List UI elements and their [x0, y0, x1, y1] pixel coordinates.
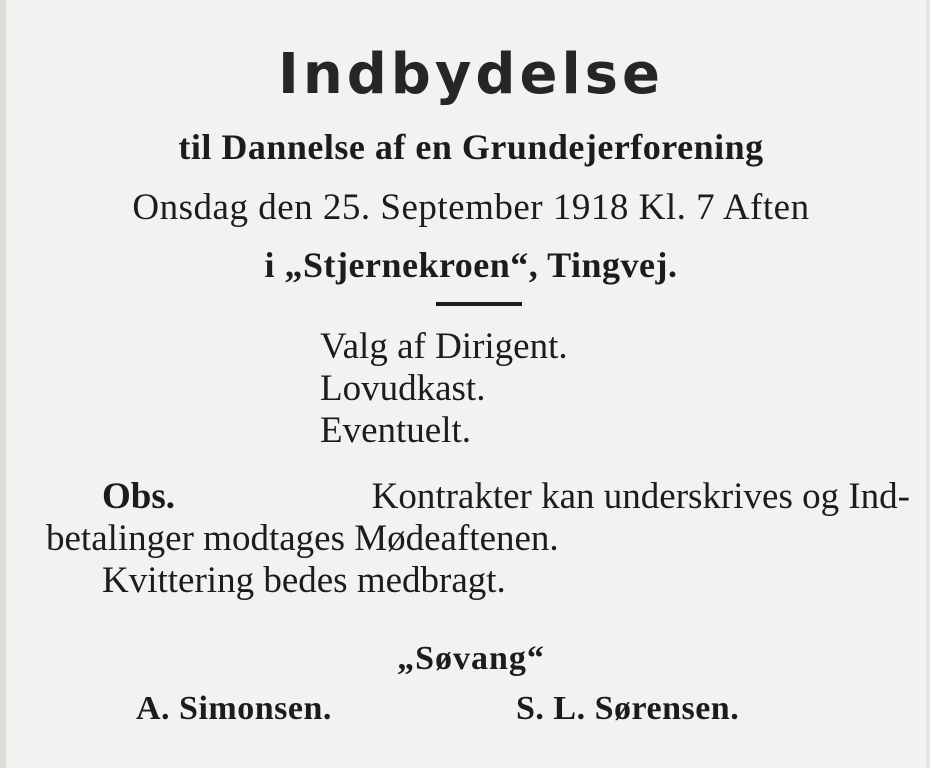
obs-label: Obs.	[102, 476, 176, 517]
agenda-item: Eventuelt.	[320, 410, 472, 451]
agenda-item: Lovudkast.	[320, 368, 486, 409]
organization-name: „Søvang“	[397, 640, 545, 677]
obs-line-1	[46, 476, 910, 518]
obs-line-3: Kvittering bedes medbragt.	[102, 560, 506, 601]
obs-text-1: Kontrakter kan underskrives og Ind-	[371, 476, 910, 517]
agenda-item: Valg af Dirigent.	[320, 326, 568, 367]
meeting-date-line: Onsdag den 25. September 1918 Kl. 7 Aften	[132, 187, 810, 228]
document-title: Indbydelse	[278, 42, 664, 107]
obs-note	[46, 476, 910, 602]
signatory-sorensen: S. L. Sørensen.	[516, 690, 740, 727]
obs-line-2: betalinger modtages Mødeaftenen.	[46, 518, 559, 559]
divider-rule	[436, 302, 522, 306]
signatory-simonsen: A. Simonsen.	[136, 690, 332, 727]
meeting-place-line: i „Stjernekroen“, Tingvej.	[264, 245, 678, 285]
agenda-list	[320, 326, 568, 452]
document-subtitle: til Dannelse af en Grundejerforening	[178, 127, 764, 167]
